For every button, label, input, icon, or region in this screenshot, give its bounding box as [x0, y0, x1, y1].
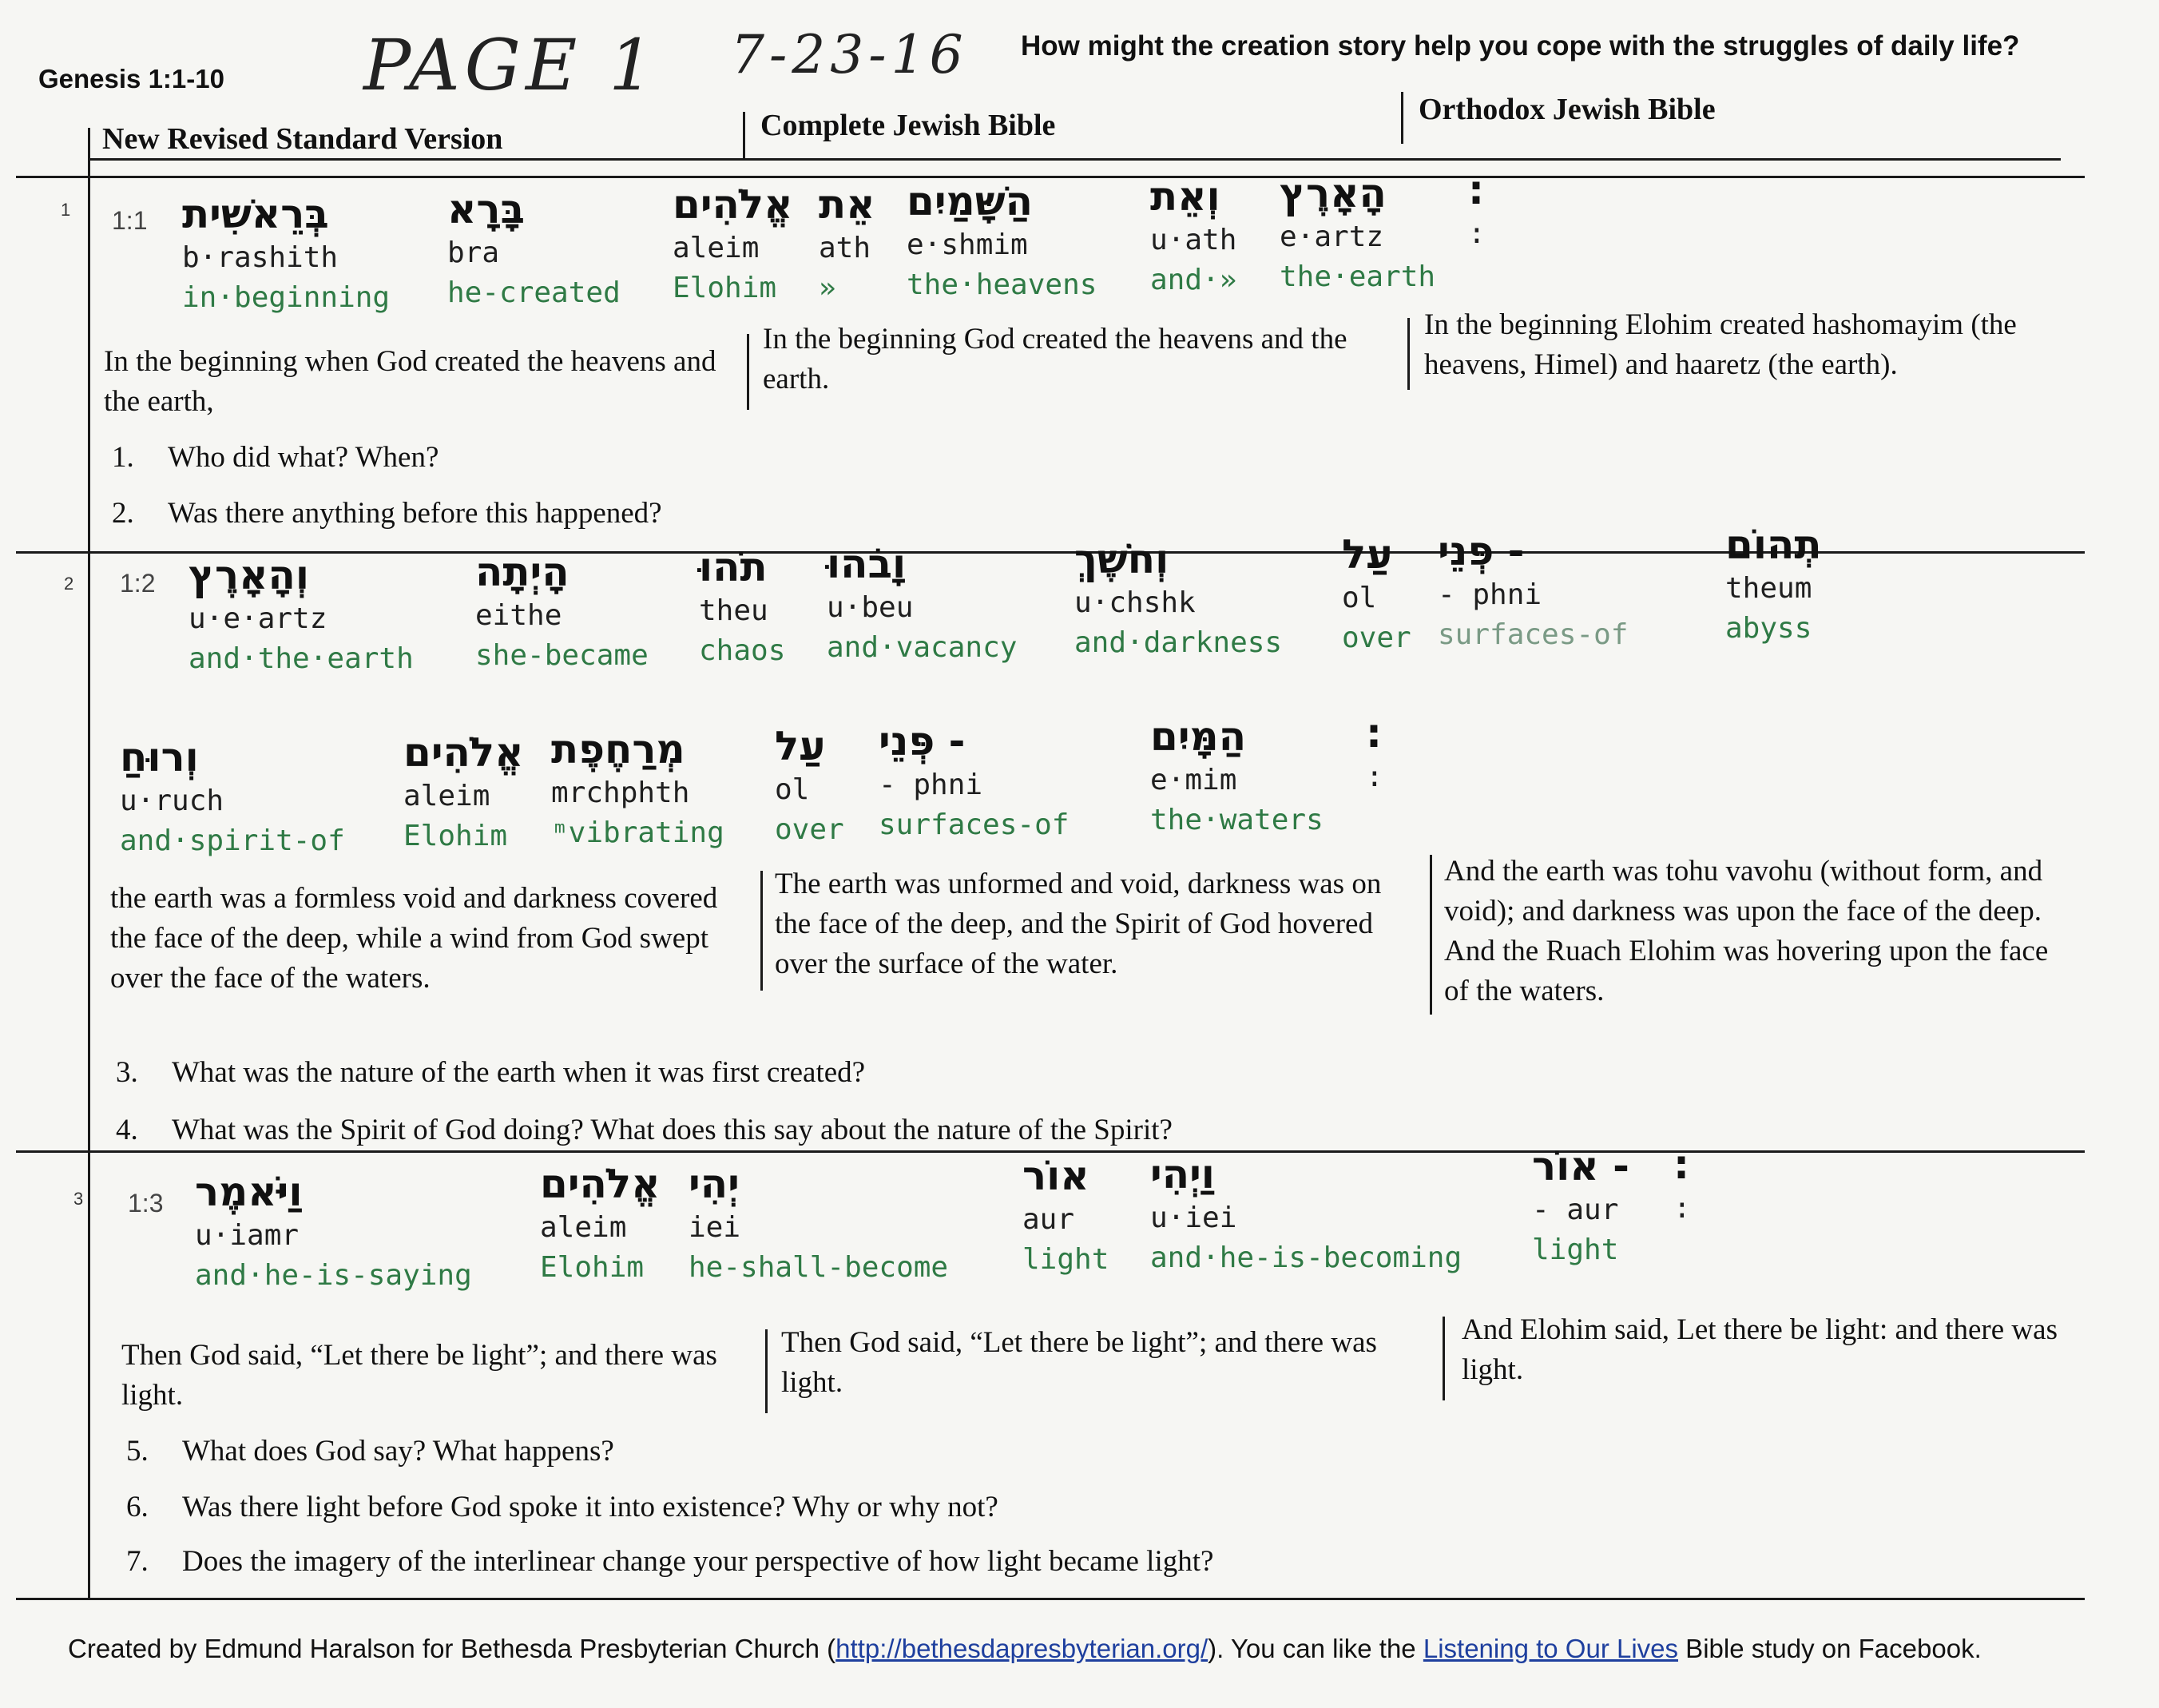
question: 5. What does God say? What happens?	[126, 1435, 614, 1468]
cjb-translation: The earth was unformed and void, darkness was on the face of the deep, and the Spirit of God hovered over the surface of the water.	[775, 868, 1382, 980]
interlinear-word: וְאֵת u·ath and·»	[1150, 173, 1237, 296]
header-underline	[88, 158, 2061, 161]
nrsv-column-header: New Revised Standard Version	[102, 122, 503, 156]
interlinear-word: אוֹר aur light	[1022, 1153, 1109, 1276]
interlinear-word: עַל ol over	[775, 723, 844, 846]
interlinear-word: הָיְתָה eithe she-became	[475, 549, 649, 672]
row-number: 3	[73, 1189, 84, 1209]
left-margin-rule	[88, 128, 90, 1598]
interlinear-word: וְהָאָרֶץ u·e·artz and·the·earth	[189, 552, 414, 675]
interlinear-word: אֱלֹהִים aleim Elohim	[540, 1161, 661, 1284]
header-divider-2	[1401, 92, 1403, 144]
reflection-prompt: How might the creation story help you cope with the struggles of daily life?	[1021, 30, 2020, 62]
ojb-translation: In the beginning Elohim created hashomayim (the heavens, Himel) and haaretz (the earth).	[1424, 308, 2017, 381]
handwritten-date: 7-23-16	[731, 24, 968, 85]
translation-divider	[1430, 855, 1432, 1015]
translation-divider	[747, 334, 749, 410]
verse-reference: 1:2	[120, 569, 156, 598]
question: 7. Does the imagery of the interlinear change your perspective of how light became light?	[126, 1545, 1214, 1578]
row-number: 1	[61, 200, 71, 220]
ojb-translation: And Elohim said, Let there be light: and there was light.	[1462, 1313, 2058, 1386]
question: 3. What was the nature of the earth when it was first created?	[116, 1056, 866, 1089]
interlinear-word: תֹהוּ theu chaos	[699, 544, 786, 667]
interlinear-word: יְהִי iei he-shall-become	[689, 1161, 949, 1284]
handwritten-page-number: PAGE 1	[363, 24, 659, 106]
interlinear-word: וְרוּחַ u·ruch and·spirit-of	[120, 734, 345, 857]
footer-credit	[68, 1634, 1982, 1664]
church-website-link[interactable]: http://bethesdapresbyterian.org/	[835, 1634, 1208, 1663]
footer-middle: ). You can like the	[1208, 1634, 1423, 1663]
interlinear-word: : :	[1673, 1142, 1691, 1225]
interlinear-word: - אוֹר - aur light	[1532, 1143, 1629, 1266]
verse-reference: 1:1	[112, 206, 148, 235]
nrsv-translation: Then God said, “Let there be light”; and there was light.	[121, 1339, 717, 1412]
interlinear-word: אֱלֹהִים aleim Elohim	[403, 729, 524, 852]
question: 1. Who did what? When?	[112, 441, 439, 474]
verse-reference: 1:3	[128, 1189, 164, 1217]
ojb-translation: And the earth was tohu vavohu (without form, and void); and darkness was upon the face of the deep. And the Ruach Elohim was hovering upon the face of the waters.	[1444, 855, 2049, 1007]
interlinear-word: הָאָרֶץ e·artz the·earth	[1280, 170, 1436, 293]
interlinear-word: הַמָּיִם e·mim the·waters	[1150, 713, 1324, 836]
footer-prefix: Created by Edmund Haralson for Bethesda Presbyterian Church (	[68, 1634, 836, 1663]
interlinear-word: מְרַחֶפֶת mrchphth ᵐvibrating	[551, 726, 724, 849]
interlinear-word: וָבֹהוּ u·beu and·vacancy	[827, 541, 1018, 664]
ojb-column-header: Orthodox Jewish Bible	[1419, 93, 1716, 126]
interlinear-word: וַיֹּאמֶר u·iamr and·he-is-saying	[195, 1169, 472, 1292]
passage-reference: Genesis 1:1-10	[38, 64, 224, 93]
cjb-translation: In the beginning God created the heavens and the earth.	[763, 323, 1347, 395]
interlinear-word: : :	[1468, 167, 1486, 250]
interlinear-word: בְּרֵאשִׁית b·rashith in·beginning	[182, 191, 391, 314]
nrsv-translation: In the beginning when God created the heavens and the earth,	[104, 345, 716, 418]
interlinear-word: עַל ol over	[1342, 531, 1411, 654]
translation-divider	[760, 871, 763, 991]
interlinear-word: אֱלֹהִים aleim Elohim	[673, 181, 793, 304]
row-number: 2	[64, 574, 74, 594]
interlinear-word: בָּרָא bra he-created	[447, 186, 621, 309]
question: 2. Was there anything before this happened?	[112, 497, 662, 530]
interlinear-word: תְהוֹם theum abyss	[1725, 522, 1822, 645]
translation-divider	[765, 1329, 768, 1413]
interlinear-word: הַשָּׁמַיִם e·shmim the·heavens	[907, 178, 1097, 301]
translation-divider	[1407, 318, 1410, 390]
footer-suffix: Bible study on Facebook.	[1678, 1634, 1982, 1663]
cjb-translation: Then God said, “Let there be light”; and there was light.	[781, 1326, 1377, 1399]
bible-study-link[interactable]: Listening to Our Lives	[1423, 1634, 1679, 1663]
cjb-column-header: Complete Jewish Bible	[760, 109, 1056, 142]
question: 6. Was there light before God spoke it into existence? Why or why not?	[126, 1491, 998, 1523]
nrsv-translation: the earth was a formless void and darkness covered the face of the deep, while a wind from God swept over the face of the waters.	[110, 882, 718, 995]
bottom-rule	[16, 1598, 2085, 1600]
interlinear-word: וַיְהִי u·iei and·he-is-becoming	[1150, 1151, 1462, 1274]
interlinear-word: - פְּנֵי - phni surfaces-of	[879, 718, 1070, 841]
interlinear-word: - פְּנֵי - phni surfaces-of	[1438, 528, 1629, 651]
interlinear-word: וְחֹשֶׁךְ u·chshk and·darkness	[1074, 536, 1283, 659]
translation-divider	[1443, 1317, 1445, 1400]
interlinear-word: אֵת ath »	[819, 181, 875, 304]
interlinear-word: : :	[1366, 710, 1383, 793]
header-divider-1	[743, 112, 745, 160]
question: 4. What was the Spirit of God doing? What does this say about the nature of the Spirit?	[116, 1114, 1173, 1146]
